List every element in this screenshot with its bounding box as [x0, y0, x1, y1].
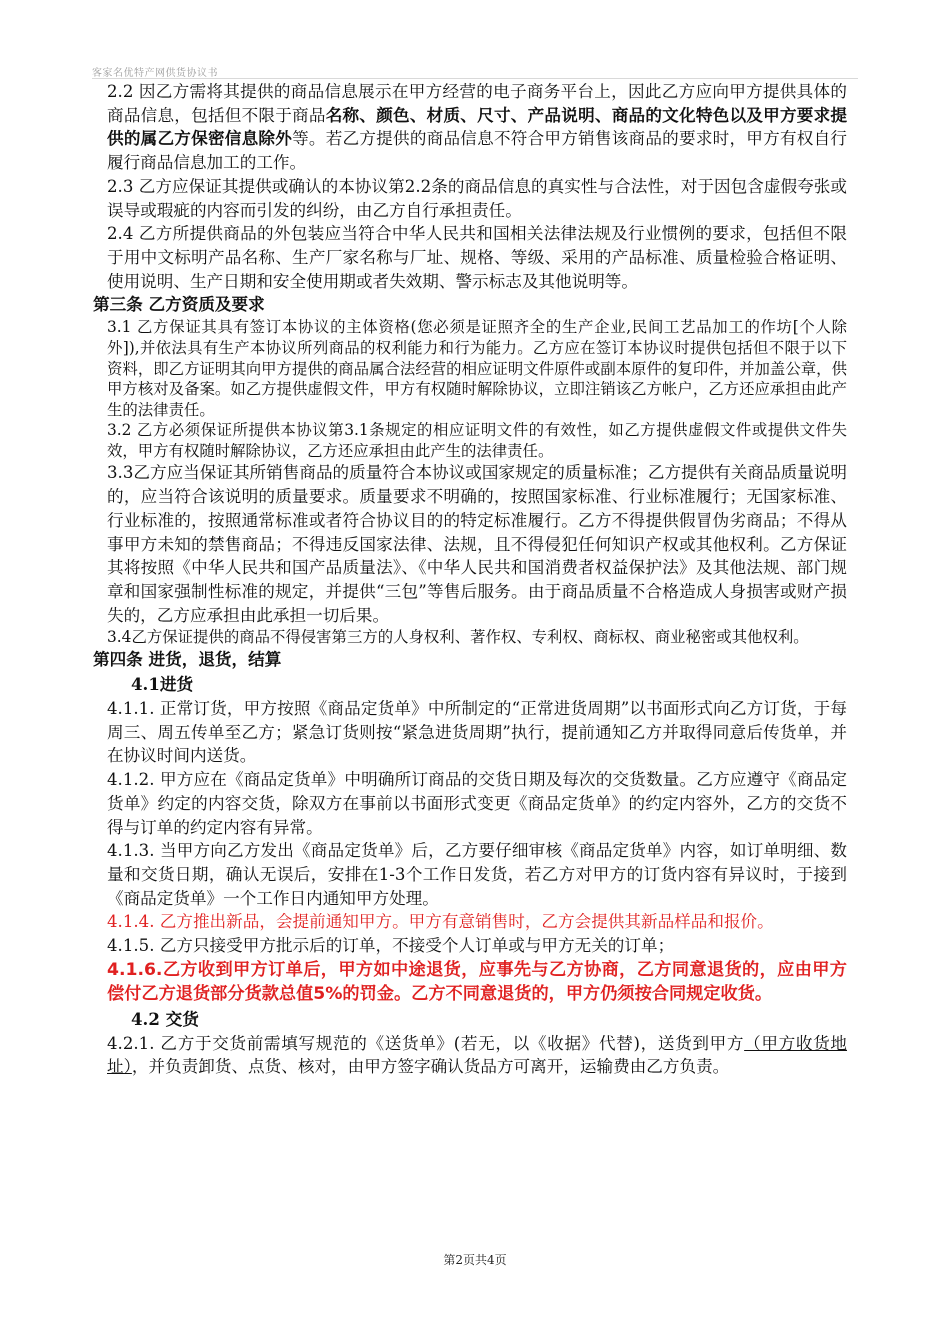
- page-header: 客家名优特产网供货协议书: [92, 68, 218, 79]
- clause-3-3: 3.3乙方应当保证其所销售商品的质量符合本协议或国家规定的质量标准；乙方提供有关商品质量说明的，应当符合该说明的质量要求。质量要求不明确的，按照国家标准、行业标准履行；无国家标准、行业标准的，按照通常标准或者符合协议目的的特定标准履行。乙方不得提供假冒伪劣商品；不得从事甲方未知的禁售商品；不得违反国家法律、法规，且不得侵犯任何知识产权或其他权利。乙方保证其将按照《中华人民共和国产品质量法》、《中华人民共和国消费者权益保护法》及其他法规、部门规章和国家强制性标准的规定，并提供“三包”等售后服务。由于商品质量不合格造成人身损害或财产损失的，乙方应承担由此承担一切后果。: [107, 463, 847, 625]
- clause-2-2-text-a: 2.2 因乙方需将其提供的商品信息展示在甲方经营的电子商务平台上，因此乙方应向甲方提供具体的商品信息，包括但不限于商品: [107, 82, 847, 125]
- clause-4-1-3: 4.1.3. 当甲方向乙方发出《商品定货单》后，乙方要仔细审核《商品定货单》内容，如订单明细、数量和交货日期，确认无误后，安排在1-3个工作日发货，若乙方对甲方的订货内容有异议时，于接到《商品定货单》一个工作日内通知甲方处理。: [107, 841, 847, 908]
- clause-4-2-1-text-b: ，并负责卸货、点货、核对，由甲方签字确认货品方可离开，运输费由乙方负责。: [131, 1057, 730, 1077]
- clause-3-1: 3.1 乙方保证其具有签订本协议的主体资格(您必须是证照齐全的生产企业,民间工艺品加工的作坊[个人除外]),并依法具有生产本协议所列商品的权利能力和行为能力。乙方应在签订本协议时提供包括但不限于以下资料，即乙方证明其向甲方提供的商品属合法经营的相应证明文件原件或副本原件的复印件，并加盖公章，供甲方核对及备案。如乙方提供虚假文件，甲方有权随时解除协议，立即注销该乙方帐户，乙方还应承担由此产生的法律责任。: [107, 318, 847, 419]
- clause-3-2: 3.2 乙方必须保证所提供本协议第3.1条规定的相应证明文件的有效性，如乙方提供虚假文件或提供文件失效，甲方有权随时解除协议，乙方还应承担由此产生的法律责任。: [107, 421, 847, 460]
- document-body: [93, 80, 848, 1079]
- clause-4-2-1: [107, 1032, 847, 1079]
- clause-4-1-2: 4.1.2. 甲方应在《商品定货单》中明确所订商品的交货日期及每次的交货数量。乙方应遵守《商品定货单》约定的内容交货，除双方在事前以书面形式变更《商品定货单》的约定内容外，乙方的交货不得与订单的约定内容有异常。: [107, 770, 847, 837]
- clause-2-4: 2.4 乙方所提供商品的外包装应当符合中华人民共和国相关法律法规及行业惯例的要求，包括但不限于用中文标明产品名称、生产厂家名称与厂址、规格、等级、采用的产品标准、质量检验合格证明、使用说明、生产日期和安全使用期或者失效期、警示标志及其他说明等。: [107, 224, 847, 291]
- clause-2-2-text-b: 等。若乙方提供的商品信息不符合甲方销售该商品的要求时，甲方有权自行履行商品信息加工的工作。: [107, 129, 848, 173]
- clause-2-2: [107, 80, 847, 175]
- clause-4-1-1: 4.1.1. 正常订货，甲方按照《商品定货单》中所制定的“正常进货周期”以书面形式向乙方订货，于每周三、周五传单至乙方；紧急订货则按“紧急进货周期”执行，提前通知乙方并取得同意后传货单，并在协议时间内送货。: [107, 699, 847, 766]
- header-divider: [92, 78, 858, 79]
- article-4-heading: 第四条 进货，退货，结算: [93, 650, 282, 669]
- clause-4-1-4: 4.1.4. 乙方推出新品，会提前通知甲方。甲方有意销售时，乙方会提供其新品样品和报价。: [107, 912, 774, 932]
- article-3-heading: 第三条 乙方资质及要求: [93, 295, 265, 315]
- clause-4-1-6: 4.1.6.乙方收到甲方订单后，甲方如中途退货，应事先与乙方协商，乙方同意退货的，应由甲方偿付乙方退货部分货款总值5%的罚金。乙方不同意退货的，甲方仍须按合同规定收货。: [107, 959, 847, 1005]
- clause-4-2-1-text-a: 4.2.1. 乙方于交货前需填写规范的《送货单》(若无，以《收据》代替)，送货到甲方: [107, 1033, 745, 1053]
- page-number: 第2页共4页: [443, 1253, 507, 1267]
- clause-2-2-bold: 名称、颜色、材质、尺寸、产品说明、商品的文化特色以及甲方要求提供的属乙方保密信息除外: [107, 104, 848, 149]
- clause-2-3: 2.3 乙方应保证其提供或确认的本协议第2.2条的商品信息的真实性与合法性，对于因包含虚假夸张或误导或瑕疵的内容而引发的纠纷，由乙方自行承担责任。: [107, 176, 847, 220]
- section-4-2-heading: 4.2 交货: [131, 1008, 199, 1029]
- section-4-1-heading: 4.1进货: [131, 674, 194, 694]
- clause-3-4: 3.4乙方保证提供的商品不得侵害第三方的人身权利、著作权、专利权、商标权、商业秘密或其他权利。: [107, 628, 809, 647]
- delivery-address-placeholder: （甲方收货地址）: [107, 1033, 848, 1077]
- clause-4-1-5: 4.1.5. 乙方只接受甲方批示后的订单，不接受个人订单或与甲方无关的订单；: [107, 936, 675, 956]
